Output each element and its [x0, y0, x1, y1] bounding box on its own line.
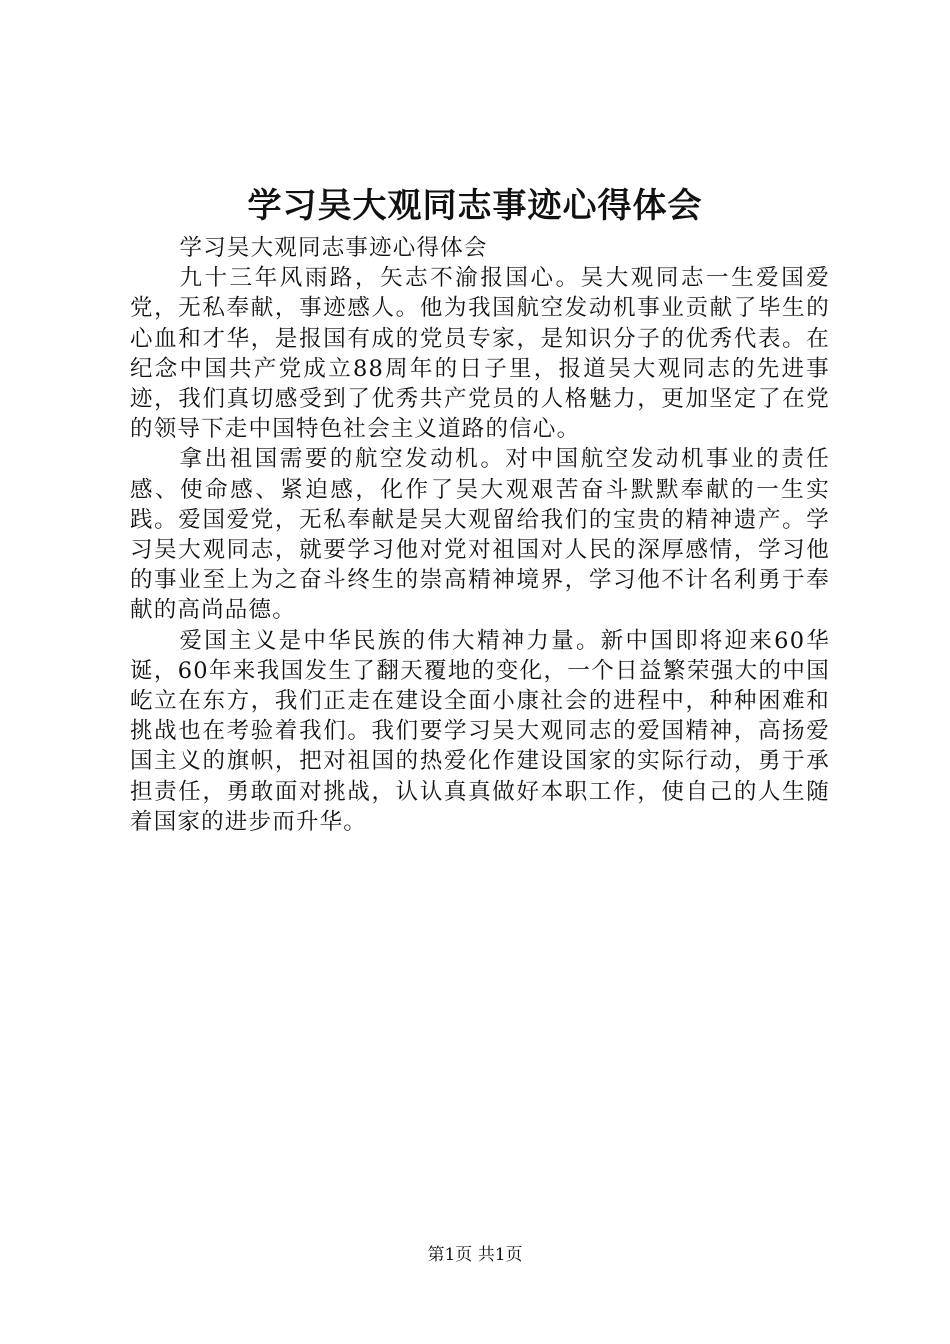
paragraph-2: 拿出祖国需要的航空发动机。对中国航空发动机事业的责任感、使命感、紧迫感，化作了吴大观艰苦奋斗默默奉献的一生实践。爱国爱党，无私奉献是吴大观留给我们的宝贵的精神遗产。学习吴大观同志，就要学习他对党对祖国对人民的深厚感情，学习他的事业至上为之奋斗终生的崇高精神境界，学习他不计名利勇于奉献的高尚品德。 — [130, 446, 830, 624]
document-body — [130, 233, 830, 837]
paragraph-1: 九十三年风雨路，矢志不渝报国心。吴大观同志一生爱国爱党，无私奉献，事迹感人。他为我国航空发动机事业贡献了毕生的心血和才华，是报国有成的党员专家，是知识分子的优秀代表。在纪念中国共产党成立88周年的日子里，报道吴大观同志的先进事迹，我们真切感受到了优秀共产党员的人格魅力，更加坚定了在党的领导下走中国特色社会主义道路的信心。 — [130, 265, 830, 443]
page-footer: 第1页 共1页 — [427, 1245, 523, 1265]
document-subtitle: 学习吴大观同志事迹心得体会 — [179, 235, 488, 261]
paragraph-3: 爱国主义是中华民族的伟大精神力量。新中国即将迎来60华诞，60年来我国发生了翻天覆地的变化，一个日益繁荣强大的中国屹立在东方，我们正走在建设全面小康社会的进程中，种种困难和挑战也在考验着我们。我们要学习吴大观同志的爱国精神，高扬爱国主义的旗帜，把对祖国的热爱化作建设国家的实际行动，勇于承担责任，勇敢面对挑战，认认真真做好本职工作，使自己的人生随着国家的进步而升华。 — [130, 627, 830, 835]
document-title: 学习吴大观同志事迹心得体会 — [247, 186, 703, 226]
